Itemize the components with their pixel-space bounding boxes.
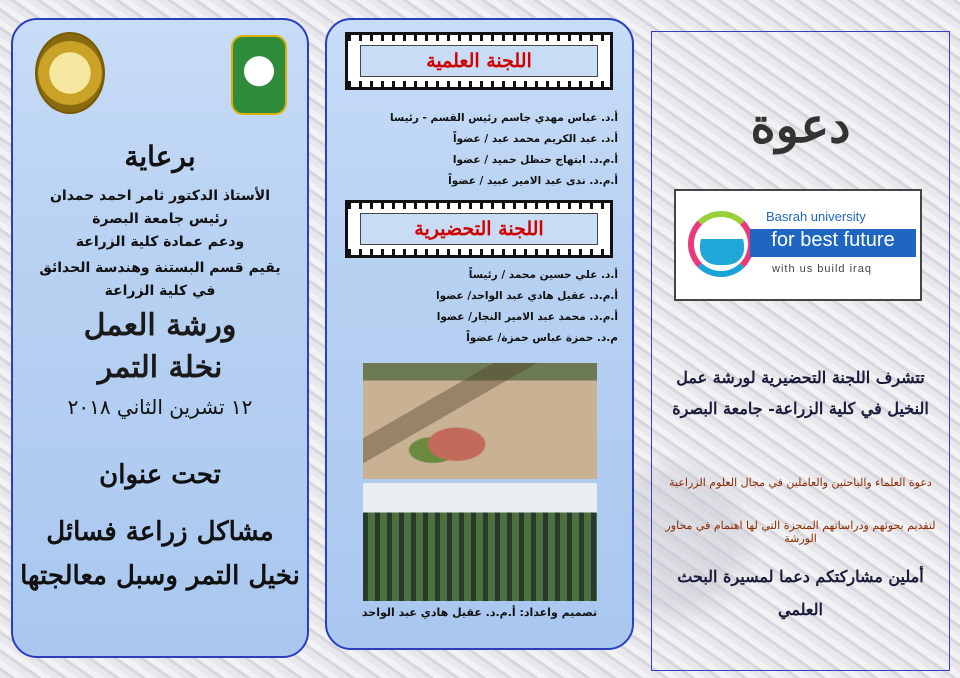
university-logo-icon (35, 32, 105, 114)
workshop-subject: نخلة التمر (97, 350, 223, 385)
college-logo-icon (231, 35, 287, 115)
list-item: أ.د. عباس مهدي جاسم رئيس القسم - رئيسا (389, 112, 618, 124)
designer-credit: تصميم واعداد: أ.م.د. عقيل هادي عبد الواحد (361, 606, 598, 619)
dean-support: ودعم عمادة كلية الزراعة (75, 234, 245, 250)
workshop-date: ١٢ تشرين الثاني ٢٠١٨ (67, 395, 253, 419)
workshop-label: ورشة العمل (83, 308, 237, 343)
under-title: تحت عنوان (99, 460, 221, 490)
list-item: أ.م.د. محمد عبد الامير النجار/ عضوا (436, 311, 618, 323)
university-banner (674, 189, 922, 301)
greenhouse-photo (363, 483, 597, 601)
sponsorship-panel (11, 18, 309, 658)
president-name: الأستاذ الدكتور ثامر احمد حمدان (49, 188, 271, 204)
in-college-line: في كلية الزراعة (104, 283, 216, 299)
president-title: رئيس جامعة البصرة (92, 211, 228, 227)
banner-tagline: with us build iraq (772, 263, 872, 275)
submit-research-text: لتقديم بحوثهم ودراساتهم المنجزة التي لها اهتمام في محاور الورشة (665, 519, 936, 545)
planting-offshoot-photo (363, 363, 597, 479)
banner-university: Basrah university (766, 209, 866, 224)
list-item: أ.د. علي حسين محمد / رئيساً (468, 269, 618, 281)
preparatory-members-list (338, 265, 618, 349)
invitation-title: دعوة (750, 98, 851, 154)
hope-text: أملين مشاركتكم دعما لمسيرة البحث العلمي (677, 567, 924, 619)
sponsor-title: برعاية (124, 140, 196, 173)
palm-logo-fill-icon (700, 225, 744, 265)
department-line: يقيم قسم البستنة وهندسة الحدائق (39, 260, 281, 276)
invitation-panel (651, 31, 950, 671)
list-item: أ.د. عبد الكريم محمد عبد / عضواً (452, 133, 618, 145)
list-item: أ.م.د. عقيل هادي عبد الواحد/ عضوا (436, 290, 618, 302)
scientific-members-list (338, 108, 618, 192)
list-item: أ.م.د. ابتهاج حنظل حميد / عضوا (452, 154, 618, 166)
list-item: م.د. حمزة عباس حمزة/ عضواً (466, 332, 618, 344)
scientific-committee-title: اللجنة العلمية (360, 45, 598, 77)
invite-scholars-text: دعوة العلماء والباحثين والعاملين في مجال العلوم الزراعية (669, 476, 932, 489)
preparatory-committee-header (345, 200, 613, 258)
honored-text: تتشرف اللجنة التحضيرية لورشة عمل النخيل في كلية الزراعة- جامعة البصرة (672, 368, 929, 418)
preparatory-committee-title: اللجنة التحضيرية (360, 213, 598, 245)
workshop-topic: مشاكل زراعة فسائل نخيل التمر وسبل معالجتها (20, 517, 300, 591)
committees-panel (325, 18, 634, 650)
banner-future: for best future (750, 229, 916, 257)
scientific-committee-header (345, 32, 613, 90)
list-item: أ.م.د. ندى عبد الامير عبيد / عضواً (448, 175, 618, 187)
